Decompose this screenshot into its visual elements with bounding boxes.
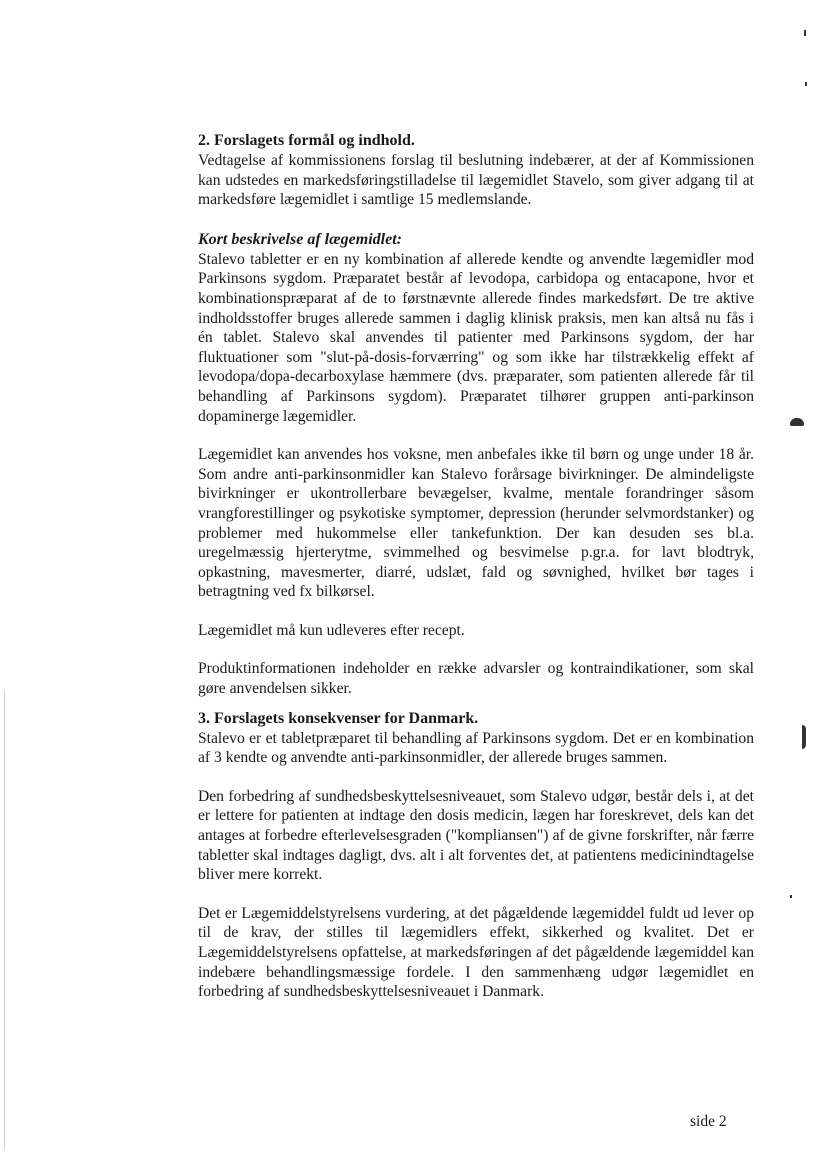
scan-speck <box>790 895 792 898</box>
product-description: Stalevo tabletter er en ny kombination af allerede kendte og anvendte lægemidler mod Parkinsons sygdom. Præparatet består af levodopa, carbidopa og entacapone, hvor et kombinationspræparat af de to førstnævnte allerede findes markedsført. De tre aktive indholdsstoffer bruges allerede sammen i daglig klinisk praksis, men kan altså nu fås i én tablet. Stalevo skal anvendes til patienter med Parkinsons sygdom, der har fluktuationer som "slut-på-dosis-forværring" og som ikke har tilstrækkelig effekt af levodopa/dopa-decarboxylase hæmmere (dvs. præparater, som patienten allerede får til behandling af Parkinsons sygdom). Præparatet tilhører gruppen anti-parkinson dopaminerge lægemidler. <box>198 250 754 425</box>
section-2-intro: Vedtagelse af kommissionens forslag til beslutning indebærer, at der af Kommissionen kan udstedes en markedsføringstilladelse til lægemidlet Stavelo, som giver adgang til at markedsføre lægemidlet i samtlige 15 medlemslande. <box>198 152 754 209</box>
scan-speck <box>802 725 806 749</box>
section-2-heading: 2. Forslagets formål og indhold. <box>198 132 415 149</box>
description-subheading: Kort beskrivelse af lægemidlet: <box>198 230 402 248</box>
side-effects-paragraph: Lægemidlet kan anvendes hos voksne, men anbefales ikke til børn og unge under 18 år. Som andre anti-parkinsonmidler kan Stalevo forårsage bivirkninger. De almindeligste bivirkninger er ukontrollerbare bevægelser, kvalme, mentale forandringer såsom vrangforestillinger og psykotiske symptomer, depression (herunder selvmordstanker) og problemer med hukommelse eller tankefunktion. Der kan desuden ses bl.a. uregelmæssig hjerterytme, svimmelhed og besvimelse p.gr.a. for lavt blodtryk, opkastning, mavesmerter, diarré, udslæt, fald og søvnighed, hvilket bør tages i betragtning ved fx bilkørsel. <box>198 446 754 601</box>
page-number: side 2 <box>690 1113 727 1130</box>
scan-speck <box>805 82 807 86</box>
section-3-heading: 3. Forslagets konsekvenser for Danmark. <box>198 709 479 727</box>
scan-speck <box>804 30 806 36</box>
scan-speck <box>790 418 804 426</box>
product-info-paragraph: Produktinformationen indeholder en række advarsler og kontraindikationer, som skal gøre anvendelsen sikker. <box>198 660 754 698</box>
document-page <box>198 130 754 1002</box>
scan-edge-line <box>4 690 5 1150</box>
assessment-paragraph: Det er Lægemiddelstyrelsens vurdering, at det pågældende lægemiddel fuldt ud lever op til de krav, der stilles til lægemidlers effekt, sikkerhed og kvalitet. Det er Lægemiddelstyrelsens opfattelse, at markedsføringen af det pågældende lægemiddel kan indebære behandlingsmæssige fordele. I den sammenhæng udgør lægemidlet en forbedring af sundhedsbeskyttelsesniveauet i Danmark. <box>198 904 754 1001</box>
prescription-paragraph: Lægemidlet må kun udleveres efter recept. <box>198 621 465 639</box>
section-3-intro: Stalevo er et tabletpræparet til behandling af Parkinsons sygdom. Det er en kombination af 3 kendte og anvendte anti-parkinsonmidler, der allerede bruges sammen. <box>198 729 754 767</box>
improvement-paragraph: Den forbedring af sundhedsbeskyttelsesniveauet, som Stalevo udgør, består dels i, at det er lettere for patienten at indtage den dosis medicin, lægen har foreskrevet, dels kan det antages at forbedre efterlevelsesgraden ("kompliansen") af de givne forskrifter, når færre tabletter skal indtages dagligt, dvs. alt i alt forventes det, at patientens medicinindtagelse bliver mere korrekt. <box>198 787 754 884</box>
